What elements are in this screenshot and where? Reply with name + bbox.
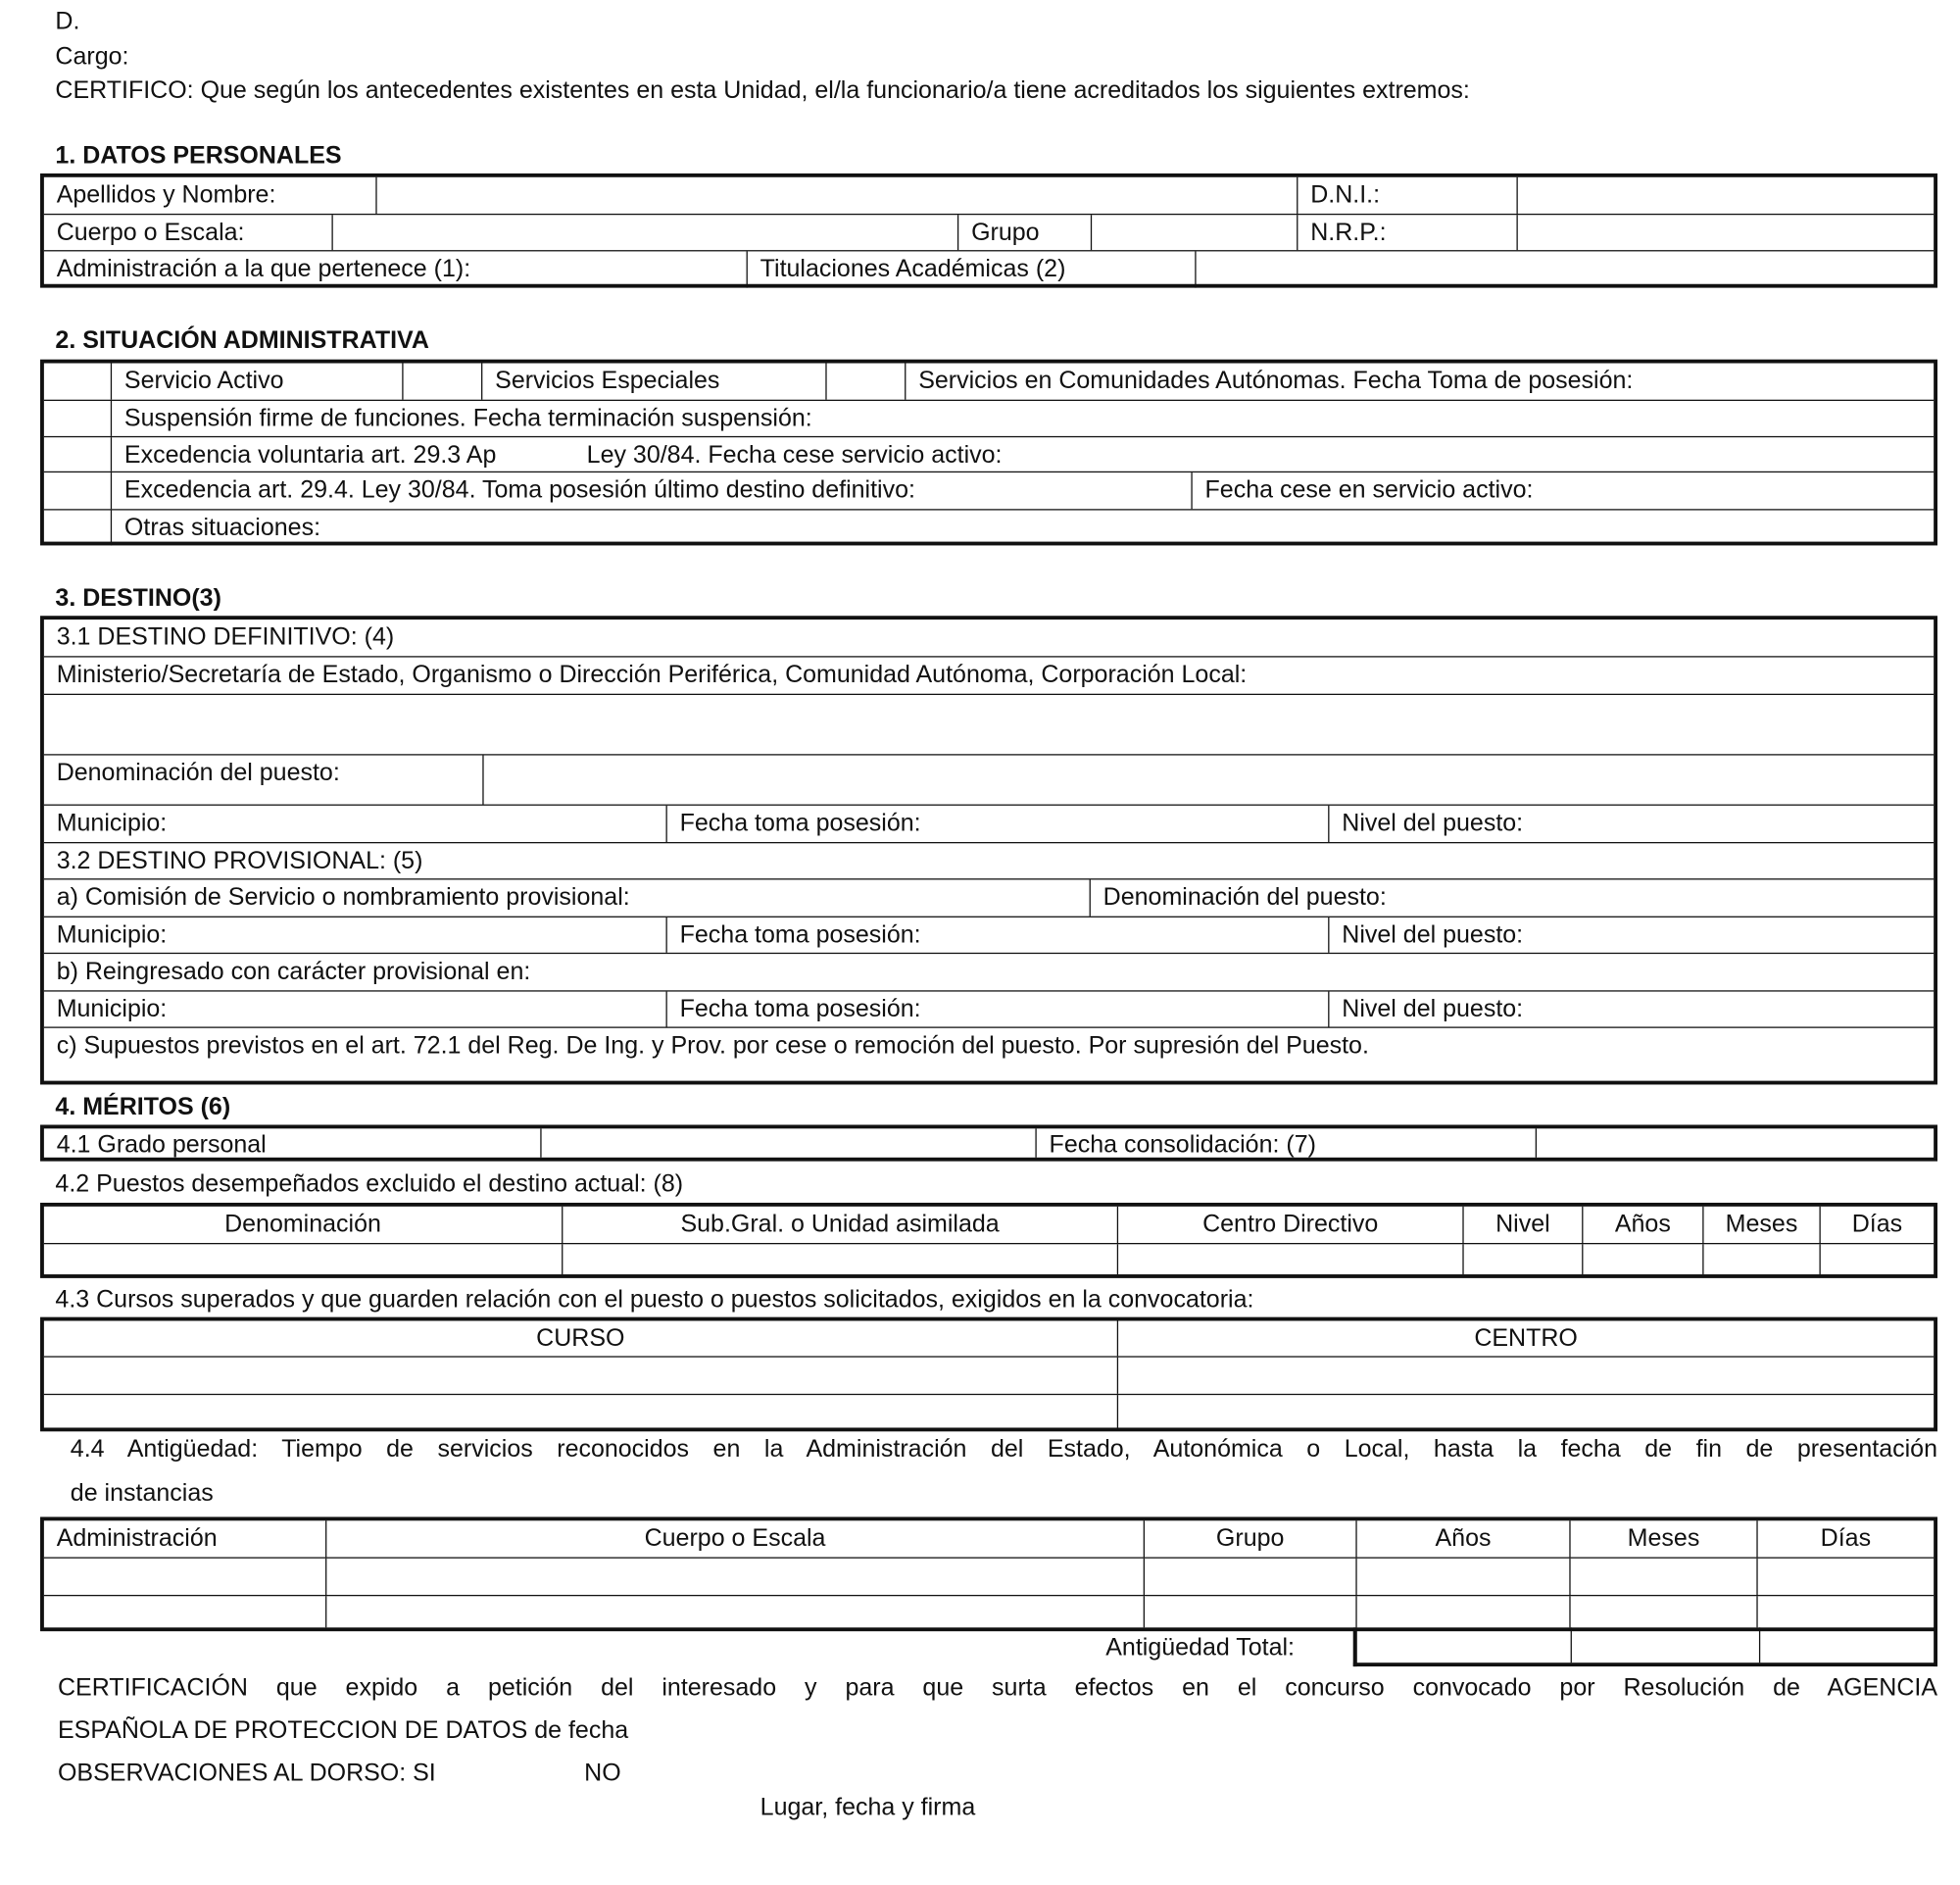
nivel-a-label: Nivel del puesto: [1342,920,1524,949]
excedencia-voluntaria-ley: Ley 30/84. Fecha cese servicio activo: [586,441,1003,470]
puestos-header: Centro Directivo [1118,1207,1464,1243]
cell[interactable] [1821,1244,1934,1274]
antiguedad-total-fields [1353,1627,1937,1666]
cargo-label: Cargo: [55,42,129,71]
checkbox-otras[interactable] [44,511,112,546]
destino-table [40,616,1937,1084]
cell[interactable] [1357,1596,1571,1627]
nivel-label: Nivel del puesto: [1342,809,1524,837]
certificacion-text-1: CERTIFICACIÓN que expido a petición del interesado y para que surta efectos en el concurso convocado por Resolución de AGENCIA [57,1673,1937,1702]
section-1-title: 1. DATOS PERSONALES [55,141,342,171]
antiguedad-header: Meses [1571,1520,1758,1557]
apellidos-field[interactable] [377,177,1298,214]
cell[interactable] [1145,1596,1357,1627]
puestos-header: Nivel [1464,1207,1584,1243]
reingresado-label: b) Reingresado con carácter provisional en: [56,957,531,986]
checkbox-servicio-activo[interactable] [44,364,112,400]
antiguedad-header: Días [1820,1524,1872,1553]
servicio-activo-label: Servicio Activo [112,364,403,400]
table-row [44,1358,1934,1395]
cell[interactable] [44,1559,326,1595]
cell[interactable] [44,1395,1118,1427]
dni-field[interactable] [1518,177,1934,214]
excedencia-294-label: Excedencia art. 29.4. Ley 30/84. Toma posesión último destino definitivo: [112,472,1193,509]
cell[interactable] [1571,1596,1758,1627]
fecha-toma-b-label: Fecha toma posesión: [667,992,1330,1027]
table-row [44,1559,1934,1596]
puestos-header: Denominación [44,1207,564,1243]
municipio-label: Municipio: [44,806,667,842]
cell[interactable] [326,1596,1145,1627]
cursos-header: CURSO [44,1320,1118,1356]
cursos-table [40,1317,1937,1432]
cuerpo-field[interactable] [333,215,958,250]
lugar-fecha-firma: Lugar, fecha y firma [760,1793,976,1821]
otras-label: Otras situaciones: [123,514,321,542]
cell[interactable] [563,1244,1118,1274]
checkbox-comunidades[interactable] [827,364,906,400]
cell[interactable] [326,1559,1145,1595]
divider [1353,1630,1357,1666]
section-4-title: 4. MÉRITOS (6) [55,1093,231,1121]
checkbox-servicios-especiales[interactable] [404,364,483,400]
cursos-header: CENTRO [1474,1324,1578,1353]
cell[interactable] [1758,1596,1934,1627]
apellidos-label: Apellidos y Nombre: [44,177,377,214]
section-2-title: 2. SITUACIÓN ADMINISTRATIVA [55,326,429,355]
cell[interactable] [44,1358,1118,1394]
fecha-consolidacion-field[interactable] [1537,1128,1934,1157]
comision-label: a) Comisión de Servicio o nombramiento provisional: [44,879,1091,916]
suspension-label: Suspensión firme de funciones. Fecha terminación suspensión: [123,404,812,433]
cell[interactable] [1118,1358,1934,1394]
antiguedad-text-1: 4.4 Antigüedad: Tiempo de servicios reconocidos en la Administración del Estado, Autonómica o Local, hasta la fecha de fin de presentación [70,1435,1937,1463]
grado-table [40,1124,1937,1161]
dni-label: D.N.I.: [1298,177,1517,214]
denominacion-provisional-label: Denominación del puesto: [1102,883,1387,912]
cell[interactable] [1704,1244,1821,1274]
cell[interactable] [44,1596,326,1627]
municipio-b-label: Municipio: [44,992,667,1027]
denominacion-field[interactable] [484,756,1935,805]
checkbox-suspension[interactable] [44,401,112,436]
fecha-toma-label: Fecha toma posesión: [667,806,1330,842]
situacion-table [40,360,1937,546]
table-row [44,1244,1934,1274]
grado-label: 4.1 Grado personal [44,1128,542,1157]
ministerio-field[interactable] [44,695,1934,754]
antiguedad-header: Grupo [1145,1520,1357,1557]
table-row [44,1395,1934,1427]
titulaciones-label: Titulaciones Académicas (2) [748,251,1197,287]
cell[interactable] [44,1244,564,1274]
comunidades-label: Servicios en Comunidades Autónomas. Fecha Toma de posesión: [918,367,1634,395]
datos-personales-table [40,174,1937,288]
administracion-label: Administración a la que pertenece (1): [44,251,748,287]
puestos-title: 4.2 Puestos desempeñados excluido el destino actual: (8) [55,1169,684,1198]
supuestos-label: c) Supuestos previstos en el art. 72.1 del Reg. De Ing. y Prov. por cese o remoción del puesto. Por supresión del Puesto. [56,1031,1369,1060]
servicios-especiales-label: Servicios Especiales [482,364,826,400]
table-row [44,1596,1934,1627]
fecha-cese-label: Fecha cese en servicio activo: [1204,475,1534,505]
nrp-field[interactable] [1518,215,1934,250]
grado-field[interactable] [542,1128,1037,1157]
grupo-field[interactable] [1092,215,1298,250]
grupo-label: Grupo [958,215,1092,250]
antiguedad-header: Administración [44,1520,326,1557]
fecha-toma-a-label: Fecha toma posesión: [667,918,1330,953]
excedencia-voluntaria-text: Excedencia voluntaria art. 29.3 Ap [123,441,497,470]
denominacion-label: Denominación del puesto: [44,756,484,805]
cursos-title: 4.3 Cursos superados y que guarden relación con el puesto o puestos solicitados, exigidos en la convocatoria: [55,1285,1254,1314]
cell[interactable] [1583,1244,1703,1274]
total-dias-field[interactable] [1760,1627,1934,1662]
cell[interactable] [1571,1559,1758,1595]
total-anos-field[interactable] [1357,1627,1572,1662]
ministerio-label: Ministerio/Secretaría de Estado, Organismo o Dirección Periférica, Comunidad Autónoma, Corporación Local: [56,661,1248,689]
cell[interactable] [1357,1559,1571,1595]
cuerpo-label: Cuerpo o Escala: [44,215,333,250]
total-meses-field[interactable] [1572,1627,1760,1662]
cell[interactable] [1118,1244,1464,1274]
puestos-header: Años [1583,1207,1703,1243]
puestos-table [40,1203,1937,1278]
fecha-consolidacion-label: Fecha consolidación: (7) [1037,1128,1537,1157]
cell[interactable] [1464,1244,1584,1274]
cell[interactable] [1118,1395,1934,1427]
certificacion-text-2: ESPAÑOLA DE PROTECCION DE DATOS de fecha [57,1716,629,1745]
checkbox-excedencia-voluntaria[interactable] [44,437,112,471]
antiguedad-table [40,1516,1937,1631]
d-label: D. [55,7,80,35]
section-3-title: 3. DESTINO(3) [55,584,221,613]
observaciones-si-label: OBSERVACIONES AL DORSO: SI [57,1759,436,1788]
puestos-header: Días [1851,1210,1903,1238]
antiguedad-header: Años [1357,1520,1571,1557]
puestos-header: Sub.Gral. o Unidad asimilada [563,1207,1118,1243]
cell[interactable] [1758,1559,1934,1595]
certifico-text: CERTIFICO: Que según los antecedentes existentes en esta Unidad, el/la funcionario/a tiene acreditados los siguientes extremos: [55,76,1470,105]
observaciones-no-label: NO [584,1759,621,1788]
excedencia-voluntaria-label [112,437,1934,471]
antiguedad-total-label: Antigüedad Total: [1105,1633,1296,1662]
titulaciones-field[interactable] [1197,251,1935,287]
destino-provisional-label: 3.2 DESTINO PROVISIONAL: (5) [56,847,423,875]
nrp-label: N.R.P.: [1298,215,1517,250]
cell[interactable] [1145,1559,1357,1595]
nivel-b-label: Nivel del puesto: [1342,995,1524,1023]
municipio-a-label: Municipio: [44,918,667,953]
checkbox-excedencia-294[interactable] [44,472,112,509]
antiguedad-header: Cuerpo o Escala [326,1520,1145,1557]
antiguedad-text-2: de instancias [70,1479,214,1508]
puestos-header: Meses [1704,1207,1821,1243]
destino-definitivo-label: 3.1 DESTINO DEFINITIVO: (4) [56,622,395,652]
